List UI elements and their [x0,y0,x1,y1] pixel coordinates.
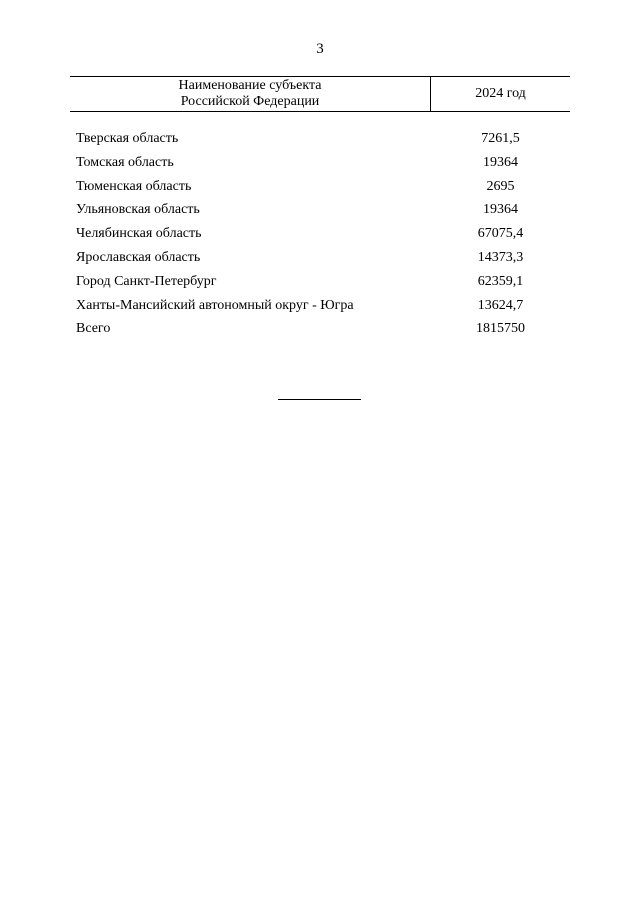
table-header [70,76,570,112]
region-value: 62359,1 [477,273,524,289]
table-body [76,127,570,341]
table-row [76,246,570,270]
table-row [76,198,570,222]
region-name: Томская область [76,154,174,170]
region-value: 19364 [483,202,518,218]
region-name: Ярославская область [76,249,201,265]
region-name: Тюменская область [76,178,192,194]
table-row [76,127,570,151]
header-year: 2024 год [475,86,526,101]
region-value: 2695 [486,178,515,194]
region-value: 14373,3 [477,249,524,265]
region-value: 13624,7 [477,297,524,313]
region-name: Город Санкт-Петербург [76,273,217,289]
table-row [76,294,570,318]
document-end-divider [278,399,361,400]
region-value: 67075,4 [477,226,524,242]
page-number: 3 [316,41,324,57]
region-value: 7261,5 [481,131,520,146]
table-row [76,151,570,175]
region-name: Тверская область [76,131,179,146]
header-region-name-line1: Наименование субъекта [178,78,322,93]
total-value: 1815750 [476,321,525,337]
table-row [76,222,570,246]
table-row [76,270,570,294]
region-name: Челябинская область [76,226,202,242]
header-region-name-line2: Российской Федерации [180,94,320,109]
region-name: Ханты-Мансийский автономный округ - Югра [76,297,354,313]
table-row-total [76,317,570,341]
header-region-name [70,77,431,111]
total-label: Всего [76,321,111,337]
table-row [76,175,570,199]
region-name: Ульяновская область [76,202,200,218]
region-value: 19364 [483,154,518,170]
